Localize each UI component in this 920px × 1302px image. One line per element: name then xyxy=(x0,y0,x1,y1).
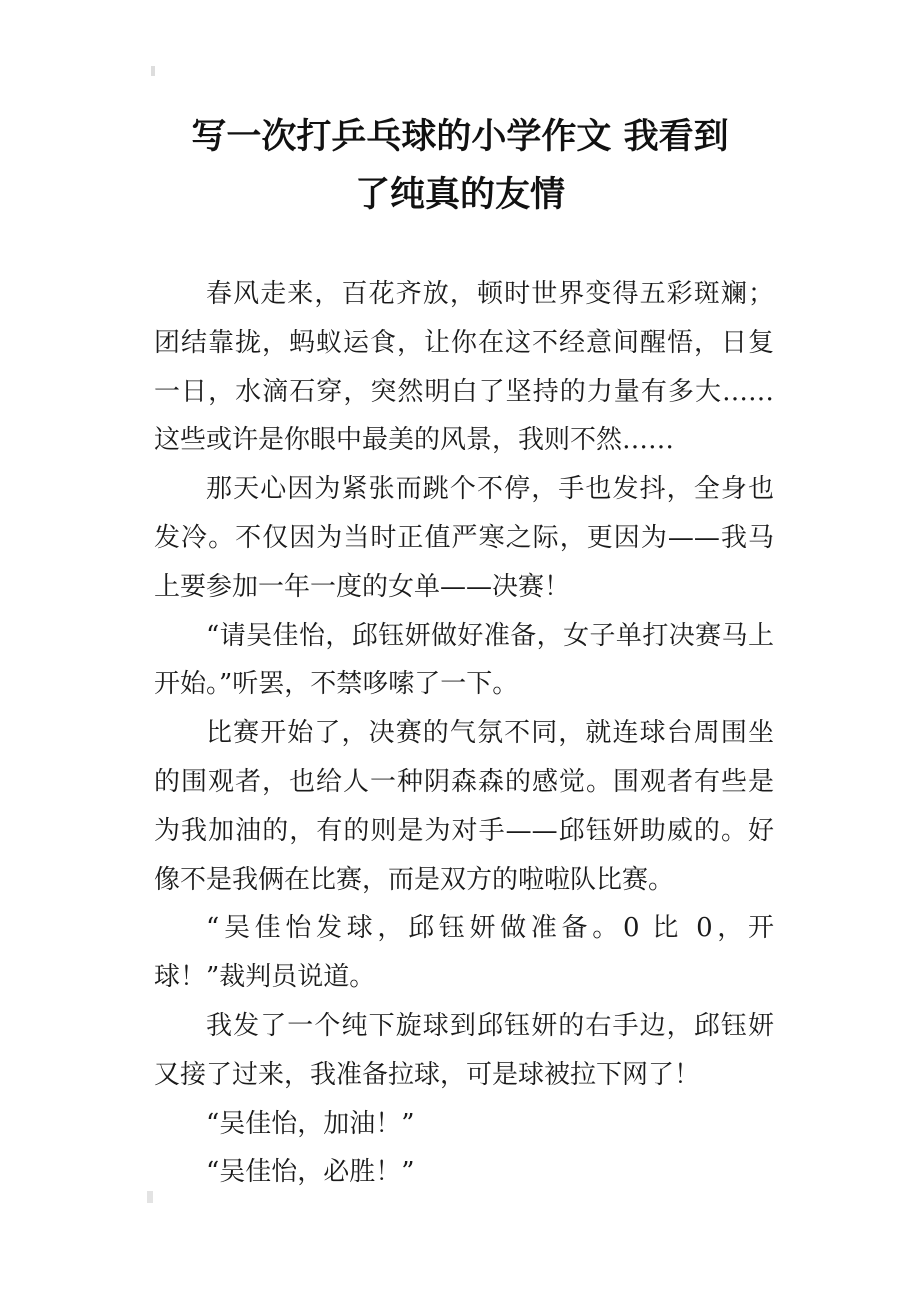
document-title xyxy=(110,108,810,224)
article-body xyxy=(154,270,774,1197)
paragraph: 我发了一个纯下旋球到邱钰妍的右手边，邱钰妍又接了过来，我准备拉球，可是球被拉下网了！ xyxy=(154,1010,774,1090)
paragraph: “吴佳怡发球，邱钰妍做准备。0 比 0，开球！”裁判员说道。 xyxy=(154,913,774,993)
title-line: 写一次打乒乓球的小学作文 我看到 xyxy=(191,117,729,157)
paragraph: 春风走来，百花齐放，顿时世界变得五彩斑斓；团结靠拢，蚂蚁运食，让你在这不经意间醒悟，日复一日，水滴石穿，突然明白了坚持的力量有多大……这些或许是你眼中最美的风景，我则不然…… xyxy=(154,279,774,456)
paragraph: 那天心因为紧张而跳个不停，手也发抖，全身也发冷。不仅因为当时正值严寒之际，更因为——我马上要参加一年一度的女单——决赛！ xyxy=(154,474,774,602)
scan-mark xyxy=(147,1191,153,1203)
paragraph: “吴佳怡，必胜！” xyxy=(206,1157,415,1188)
title-line: 了纯真的友情 xyxy=(354,175,565,215)
paragraph: “请吴佳怡，邱钰妍做好准备，女子单打决赛马上开始。”听罢，不禁哆嗦了一下。 xyxy=(154,620,774,700)
paragraph: 比赛开始了，决赛的气氛不同，就连球台周围坐的围观者，也给人一种阴森森的感觉。围观者有些是为我加油的，有的则是为对手——邱钰妍助威的。好像不是我俩在比赛，而是双方的啦啦队比赛。 xyxy=(154,718,774,895)
paragraph: “吴佳怡，加油！” xyxy=(206,1108,415,1139)
scan-mark xyxy=(151,66,155,76)
